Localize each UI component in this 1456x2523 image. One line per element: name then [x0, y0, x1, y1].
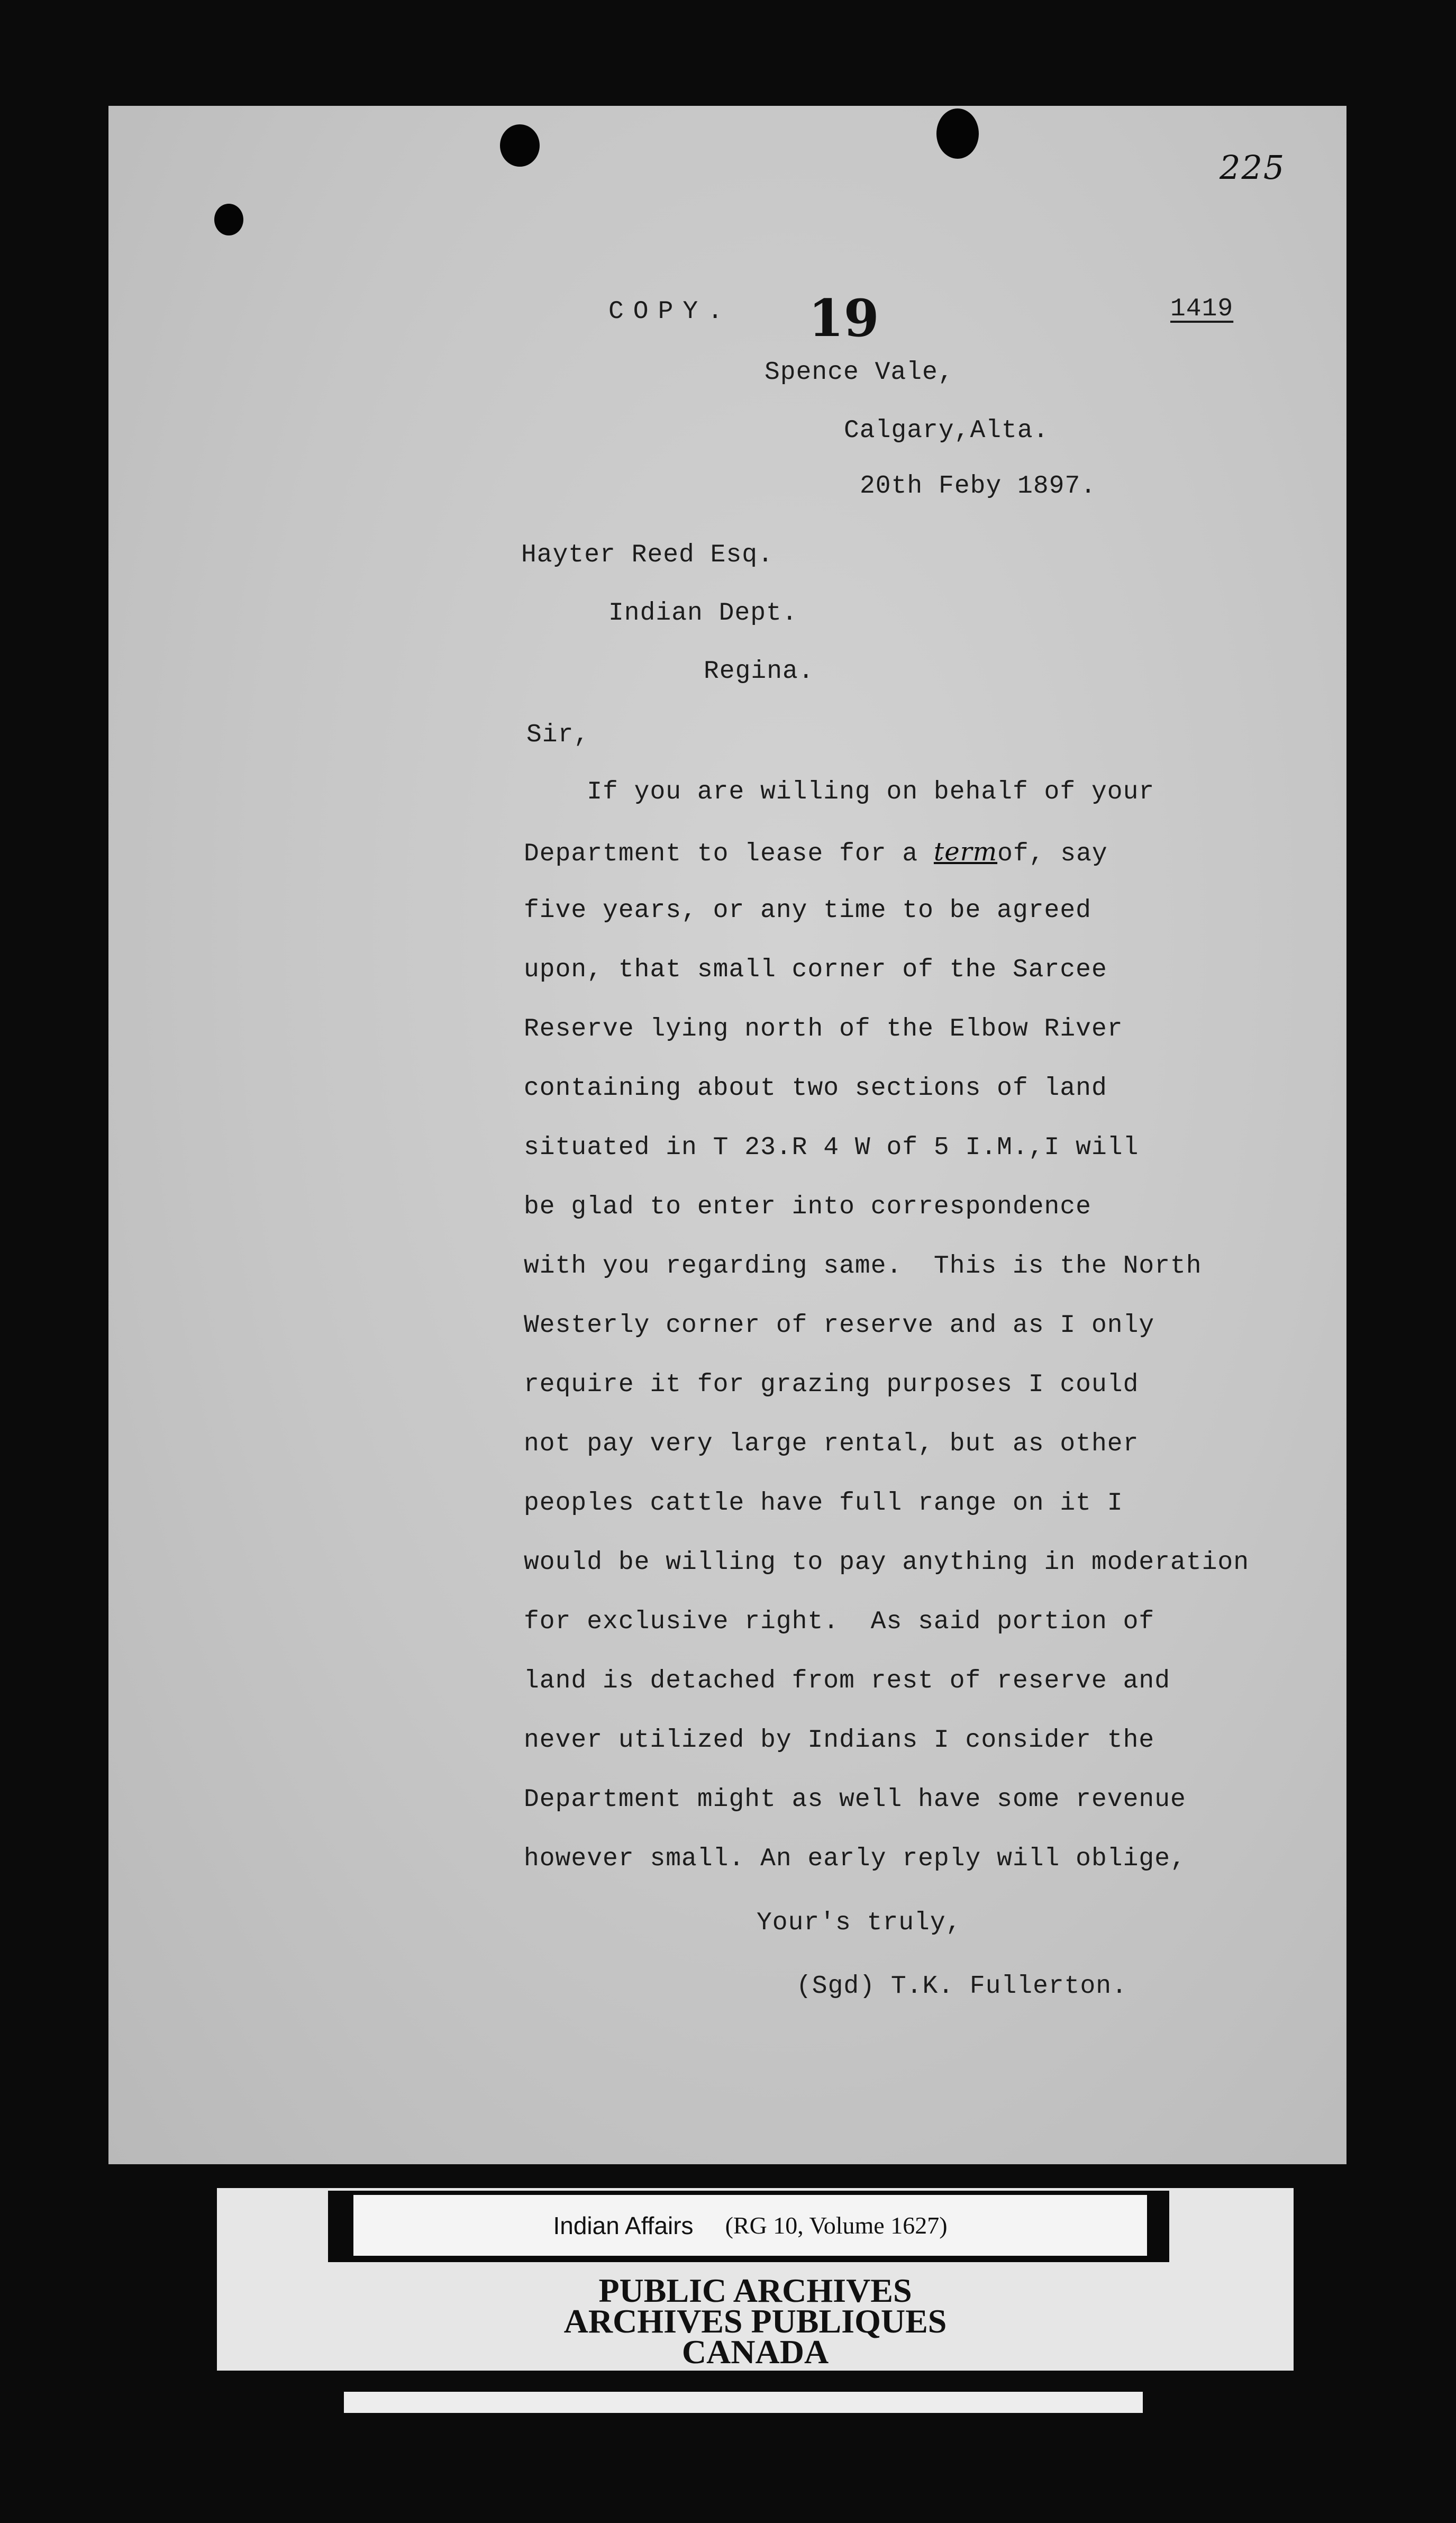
- punch-hole: [214, 204, 243, 235]
- recipient-department: Indian Dept.: [608, 599, 798, 628]
- signature: (Sgd) T.K. Fullerton.: [796, 1972, 1127, 2001]
- punch-hole: [500, 124, 540, 167]
- archives-stamp: [217, 2272, 1294, 2371]
- recipient-city: Regina.: [704, 657, 814, 686]
- handwritten-insertion: term: [933, 837, 998, 867]
- handwritten-mark: 19: [808, 288, 879, 348]
- body-line: If you are willing on behalf of your: [524, 778, 1155, 806]
- body-line: require it for grazing purposes I could: [524, 1371, 1139, 1399]
- archive-series-label: [353, 2195, 1147, 2256]
- file-number: 1419: [1170, 295, 1234, 323]
- salutation: Sir,: [526, 721, 590, 749]
- body-line: containing about two sections of land: [524, 1074, 1107, 1103]
- body-line: Department might as well have some revenue: [524, 1785, 1186, 1814]
- address-line: Calgary,Alta.: [844, 416, 1049, 445]
- body-text: Department to lease for a: [524, 840, 934, 868]
- body-line: situated in T 23.R 4 W of 5 I.M.,I will: [524, 1133, 1139, 1162]
- series-name: Indian Affairs: [553, 2211, 694, 2239]
- address-line: Spence Vale,: [765, 358, 954, 387]
- body-line: for exclusive right. As said portion of: [524, 1608, 1155, 1636]
- punch-hole: [936, 108, 979, 159]
- label-bottom-strip: [344, 2392, 1143, 2413]
- recipient-name: Hayter Reed Esq.: [521, 541, 774, 569]
- handwritten-page-number: 225: [1220, 148, 1286, 187]
- letter-date: 20th Feby 1897.: [860, 472, 1097, 501]
- body-line: not pay very large rental, but as other: [524, 1430, 1139, 1458]
- body-line: peoples cattle have full range on it I: [524, 1489, 1123, 1518]
- body-line: [524, 837, 1108, 868]
- body-line: Reserve lying north of the Elbow River: [524, 1015, 1123, 1043]
- body-line: five years, or any time to be agreed: [524, 896, 1091, 925]
- archives-line: CANADA: [681, 2333, 829, 2371]
- letter-closing: Your's truly,: [757, 1909, 962, 1937]
- body-line: however small. An early reply will oblige,: [524, 1845, 1186, 1873]
- body-line: Westerly corner of reserve and as I only: [524, 1311, 1155, 1340]
- body-line: land is detached from rest of reserve and: [524, 1667, 1170, 1695]
- archives-line: ARCHIVES PUBLIQUES: [563, 2302, 947, 2340]
- body-line: be glad to enter into correspondence: [524, 1193, 1091, 1221]
- body-line: upon, that small corner of the Sarcee: [524, 956, 1107, 984]
- volume-reference: (RG 10, Volume 1627): [725, 2212, 948, 2239]
- body-line: would be willing to pay anything in moderation: [524, 1548, 1250, 1577]
- archives-line: PUBLIC ARCHIVES: [598, 2272, 912, 2309]
- copy-label: COPY.: [608, 297, 733, 326]
- body-line: with you regarding same. This is the North: [524, 1252, 1202, 1281]
- body-text: of, say: [997, 840, 1108, 868]
- body-line: never utilized by Indians I consider the: [524, 1726, 1155, 1755]
